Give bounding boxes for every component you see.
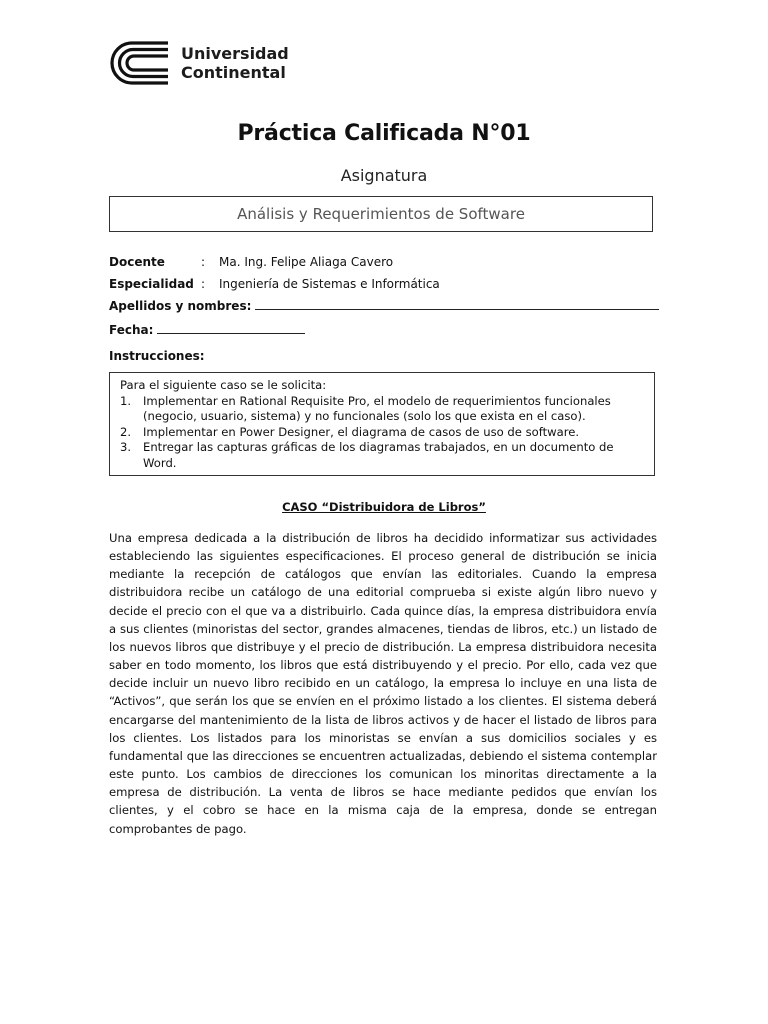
field-fecha-label: Fecha:	[109, 323, 154, 337]
logo-line-2: Continental	[181, 63, 286, 82]
subject-heading: Asignatura	[340, 166, 428, 185]
case-description: Una empresa dedicada a la distribución de libros ha decidido informatizar sus actividades estableciendo las siguientes especificaciones. El proceso general de distribución se inicia mediante la recepción de catálogos que envían las editoriales. Cuando la empresa distribuidora recibe un catálogo de una editorial comprueba si existe algún libro nuevo y decide el precio con el que va a distribuirlo. Cada quince días, la empresa distribuidora envía a sus clientes (minoristas del sector, grandes almacenes, tiendas de libros, etc.) un listado de los nuevos libros que distribuye y el precio de distribución. La empresa distribuidora necesita saber en todo momento, los libros que está distribuyendo y el precio. Por ello, cada vez que decide incluir un nuevo libro recibido en un catálogo, la empresa lo incluye en una lista de “Activos”, que serán los que se envíen en el próximo listado a los clientes. El sistema deberá encargarse del mantenimiento de la lista de libros activos y de hacer el listado de libros para los clientes. Los listados para los minoristas se envían a sus domicilios sociales y es fundamental que las direcciones se encuentren actualizadas, debiendo el sistema contemplar este punto. Los cambios de direcciones los comunican los minoritas directamente a la empresa de distribución. La venta de libros se hace mediante pedidos que envían los clientes, y el cobro se hace en la misma caja de la empresa, donde se entregan comprobantes de pago.	[109, 531, 657, 836]
page-title: Práctica Calificada N°01	[237, 121, 531, 146]
field-docente-value: Ma. Ing. Felipe Aliaga Cavero	[219, 255, 394, 269]
field-apellidos	[109, 299, 659, 313]
field-docente	[109, 255, 393, 269]
field-fecha	[109, 323, 305, 337]
field-instrucciones-label: Instrucciones:	[109, 349, 205, 363]
fecha-fill-line[interactable]	[157, 323, 305, 334]
universidad-continental-logo-icon	[108, 40, 172, 86]
instruction-number: 2.	[120, 424, 132, 439]
instruction-number: 3.	[120, 440, 132, 454]
field-especialidad-label: Especialidad	[109, 277, 194, 291]
instruction-item	[120, 440, 644, 471]
instruction-number: 1.	[120, 393, 132, 408]
instruction-text: Implementar en Rational Requisite Pro, el modelo de requerimientos funcionales (negocio, usuario, sistema) y no funcionales (solo los que exista en el caso).	[143, 393, 611, 423]
field-instrucciones	[109, 349, 205, 363]
course-name: Análisis y Requerimientos de Software	[237, 205, 525, 223]
case-title: CASO “Distribuidora de Libros”	[282, 500, 486, 514]
university-logo	[108, 40, 288, 86]
apellidos-fill-line[interactable]	[255, 299, 659, 310]
field-especialidad-colon: :	[201, 277, 206, 291]
field-especialidad	[109, 277, 440, 291]
field-docente-label: Docente	[109, 255, 165, 269]
instruction-text: Entregar las capturas gráficas de los diagramas trabajados, en un documento de Word.	[143, 440, 614, 470]
instructions-list	[120, 394, 644, 472]
field-apellidos-label: Apellidos y nombres:	[109, 299, 252, 313]
instruction-text: Implementar en Power Designer, el diagrama de casos de uso de software.	[143, 424, 580, 439]
instructions-box	[109, 372, 655, 476]
logo-wordmark	[181, 44, 289, 82]
field-especialidad-value: Ingeniería de Sistemas e Informática	[219, 277, 440, 291]
instruction-item	[120, 394, 644, 425]
instruction-item	[120, 425, 644, 441]
course-name-box	[109, 196, 653, 232]
field-docente-colon: :	[201, 255, 206, 269]
instructions-intro: Para el siguiente caso se le solicita:	[120, 378, 327, 392]
logo-line-1: Universidad	[181, 44, 289, 63]
